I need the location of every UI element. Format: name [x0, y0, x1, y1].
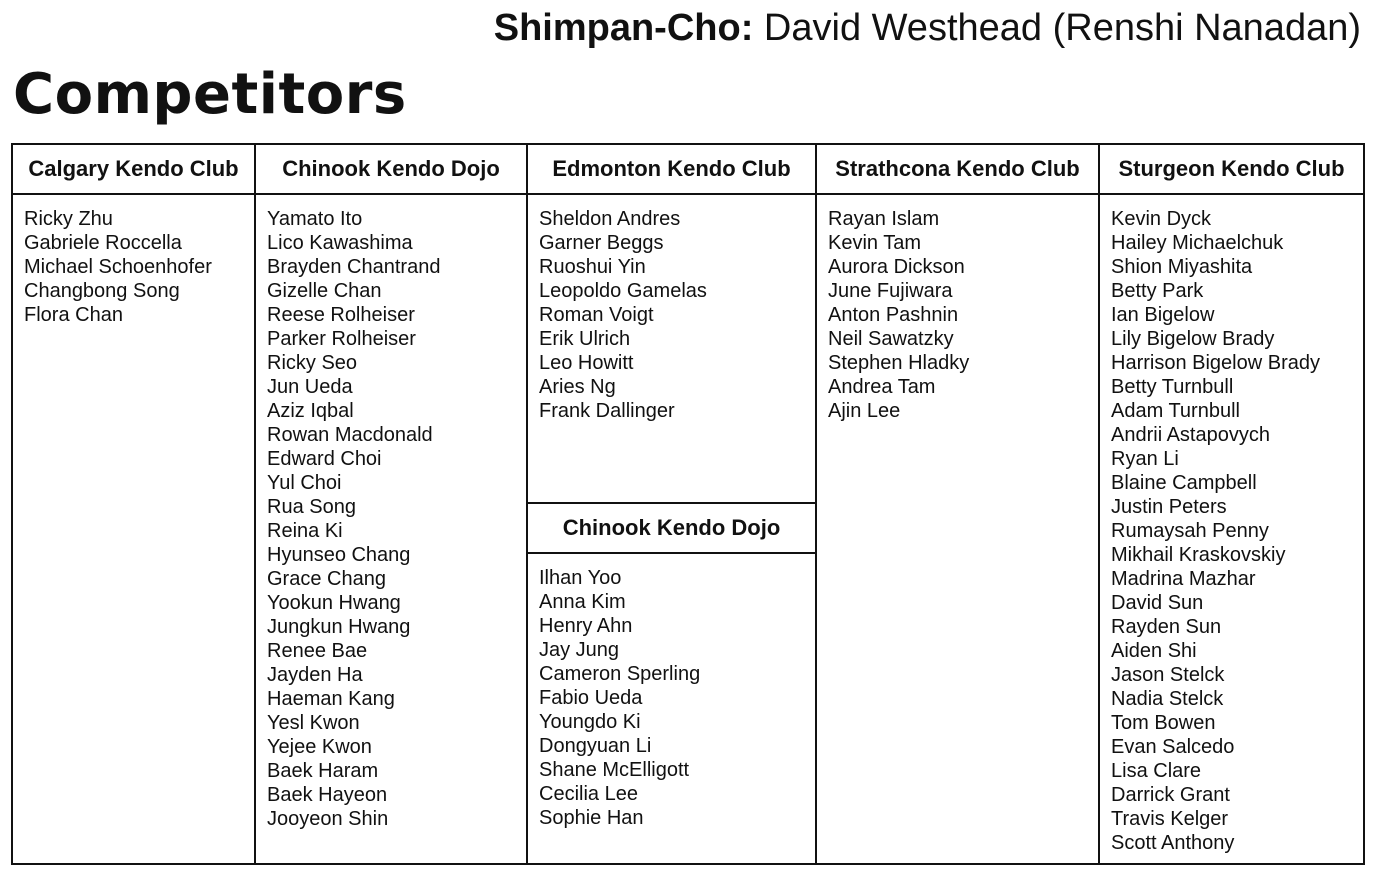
- member-name: Rayan Islam: [828, 208, 940, 230]
- club-name: Sturgeon Kendo Club: [1100, 145, 1363, 195]
- member-name: Edward Choi: [267, 448, 382, 470]
- member-name: Gabriele Roccella: [24, 232, 182, 254]
- member-name: Renee Bae: [267, 640, 368, 662]
- member-list: [1100, 195, 1363, 855]
- member-name: Erik Ulrich: [539, 328, 631, 350]
- member-name: Betty Turnbull: [1111, 376, 1234, 398]
- member-name: Lily Bigelow Brady: [1111, 328, 1275, 350]
- club-column-chinook: [256, 145, 528, 863]
- member-name: Blaine Campbell: [1111, 472, 1257, 494]
- member-name: Jay Jung: [539, 639, 620, 661]
- club-name: Chinook Kendo Dojo: [256, 145, 526, 195]
- shimpan-name: David Westhead (Renshi Nanadan): [763, 7, 1361, 49]
- member-name: Anton Pashnin: [828, 304, 959, 326]
- member-name: Kevin Dyck: [1111, 208, 1212, 230]
- member-name: Ajin Lee: [828, 400, 901, 422]
- member-name: Yejee Kwon: [267, 736, 372, 758]
- member-name: Jason Stelck: [1111, 664, 1225, 686]
- member-name: Roman Voigt: [539, 304, 654, 326]
- member-name: Henry Ahn: [539, 615, 633, 637]
- member-name: Garner Beggs: [539, 232, 664, 254]
- member-name: Baek Haram: [267, 760, 379, 782]
- member-name: Brayden Chantrand: [267, 256, 441, 278]
- member-name: Darrick Grant: [1111, 784, 1230, 806]
- member-name: Aziz Iqbal: [267, 400, 354, 422]
- member-name: Ruoshui Yin: [539, 256, 646, 278]
- member-name: Sheldon Andres: [539, 208, 681, 230]
- member-name: Travis Kelger: [1111, 808, 1229, 830]
- member-name: Changbong Song: [24, 280, 180, 302]
- member-name: Ricky Zhu: [24, 208, 113, 230]
- member-name: Yamato Ito: [267, 208, 363, 230]
- member-name: Mikhail Kraskovskiy: [1111, 544, 1286, 566]
- member-name: Andrii Astapovych: [1111, 424, 1270, 446]
- member-name: Sophie Han: [539, 807, 644, 829]
- member-name: David Sun: [1111, 592, 1204, 614]
- member-name: Reina Ki: [267, 520, 343, 542]
- member-name: Leopoldo Gamelas: [539, 280, 707, 302]
- member-name: Rowan Macdonald: [267, 424, 433, 446]
- member-name: Dongyuan Li: [539, 735, 652, 757]
- member-name: Ilhan Yoo: [539, 567, 622, 589]
- member-name: Evan Salcedo: [1111, 736, 1235, 758]
- member-list: [528, 195, 815, 423]
- club-column-edmonton: [528, 145, 817, 863]
- member-name: Yesl Kwon: [267, 712, 360, 734]
- member-name: Yul Choi: [267, 472, 342, 494]
- member-name: Tom Bowen: [1111, 712, 1216, 734]
- member-name: Fabio Ueda: [539, 687, 643, 709]
- member-name: Grace Chang: [267, 568, 386, 590]
- page-title: Competitors: [13, 62, 407, 127]
- shimpan-cho-line: [494, 6, 1361, 50]
- member-name: Hailey Michaelchuk: [1111, 232, 1284, 254]
- member-name: Haeman Kang: [267, 688, 395, 710]
- club-roster-table: [11, 143, 1365, 865]
- member-name: Aurora Dickson: [828, 256, 965, 278]
- member-name: Cameron Sperling: [539, 663, 701, 685]
- member-name: Jayden Ha: [267, 664, 363, 686]
- member-name: Harrison Bigelow Brady: [1111, 352, 1320, 374]
- member-name: Neil Sawatzky: [828, 328, 954, 350]
- member-name: Aiden Shi: [1111, 640, 1197, 662]
- member-name: Shion Miyashita: [1111, 256, 1253, 278]
- member-name: Michael Schoenhofer: [24, 256, 212, 278]
- club-name: Strathcona Kendo Club: [817, 145, 1098, 195]
- member-name: Andrea Tam: [828, 376, 936, 398]
- member-list: [528, 554, 815, 830]
- member-name: Frank Dallinger: [539, 400, 675, 422]
- member-name: Jun Ueda: [267, 376, 353, 398]
- member-name: Jooyeon Shin: [267, 808, 389, 830]
- member-name: Lisa Clare: [1111, 760, 1202, 782]
- member-name: June Fujiwara: [828, 280, 953, 302]
- member-name: Betty Park: [1111, 280, 1204, 302]
- club-section-chinook-second: [528, 502, 815, 863]
- member-name: Rumaysah Penny: [1111, 520, 1269, 542]
- member-name: Gizelle Chan: [267, 280, 382, 302]
- member-name: Rua Song: [267, 496, 356, 518]
- member-name: Youngdo Ki: [539, 711, 641, 733]
- member-name: Shane McElligott: [539, 759, 690, 781]
- member-name: Scott Anthony: [1111, 832, 1235, 854]
- club-name: Edmonton Kendo Club: [528, 145, 815, 195]
- member-name: Stephen Hladky: [828, 352, 970, 374]
- member-name: Ian Bigelow: [1111, 304, 1215, 326]
- member-name: Parker Rolheiser: [267, 328, 416, 350]
- member-name: Justin Peters: [1111, 496, 1227, 518]
- member-name: Adam Turnbull: [1111, 400, 1240, 422]
- member-name: Lico Kawashima: [267, 232, 413, 254]
- member-name: Ryan Li: [1111, 448, 1179, 470]
- club-column-sturgeon: [1100, 145, 1363, 863]
- member-name: Baek Hayeon: [267, 784, 388, 806]
- member-list: [817, 195, 1098, 423]
- shimpan-role-label: Shimpan-Cho:: [493, 7, 754, 49]
- member-name: Cecilia Lee: [539, 783, 638, 805]
- club-name: Calgary Kendo Club: [13, 145, 254, 195]
- member-name: Flora Chan: [24, 304, 123, 326]
- member-name: Kevin Tam: [828, 232, 922, 254]
- member-name: Reese Rolheiser: [267, 304, 415, 326]
- club-column-strathcona: [817, 145, 1100, 863]
- member-name: Leo Howitt: [539, 352, 634, 374]
- club-name: Chinook Kendo Dojo: [528, 504, 815, 554]
- member-name: Rayden Sun: [1111, 616, 1222, 638]
- member-name: Ricky Seo: [267, 352, 358, 374]
- member-name: Yookun Hwang: [267, 592, 401, 614]
- member-list: [256, 195, 526, 831]
- member-name: Aries Ng: [539, 376, 616, 398]
- member-name: Jungkun Hwang: [267, 616, 411, 638]
- member-name: Nadia Stelck: [1111, 688, 1224, 710]
- member-list: [13, 195, 254, 327]
- member-name: Anna Kim: [539, 591, 626, 613]
- member-name: Madrina Mazhar: [1111, 568, 1256, 590]
- club-column-calgary: [13, 145, 256, 863]
- member-name: Hyunseo Chang: [267, 544, 411, 566]
